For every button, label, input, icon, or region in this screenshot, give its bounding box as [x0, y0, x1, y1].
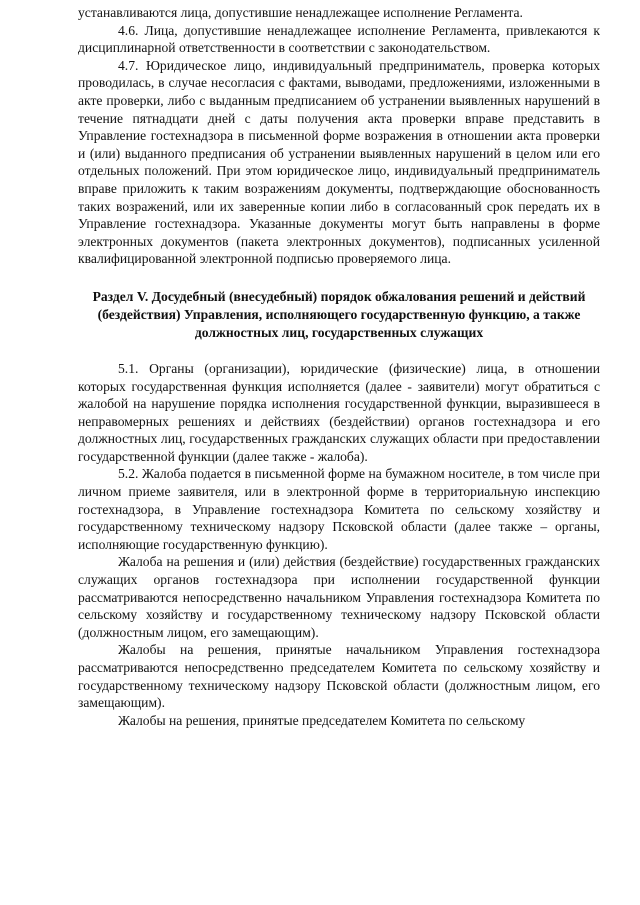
- paragraph-4-7: 4.7. Юридическое лицо, индивидуальный предприниматель, проверка которых проводилась, в случае несогласия с фактами, выводами, предложениями, изложенными в акте проверки, либо с выданным предписанием об устранении выявленных нарушений в течение пятнадцати дней с даты получения акта проверки вправе представить в Управление гостехнадзора в письменной форме возражения в отношении акта проверки и (или) выданного предписания об устранении выявленных нарушений в целом или его отдельных положений. При этом юридическое лицо, индивидуальный предприниматель вправе приложить к таким возражениям документы, подтверждающие обоснованность таких возражений, или их заверенные копии либо в согласованный срок передать их в Управление гостехнадзора. Указанные документы могут быть направлены в форме электронных документов (пакета электронных документов), подписанных усиленной квалифицированной электронной подписью проверяемого лица.: [78, 57, 600, 267]
- paragraph-5-1: 5.1. Органы (организации), юридические (физические) лица, в отношении которых государственная функция исполняется (далее - заявители) могут обратиться с жалобой на нарушение порядка исполнения государственной функции, выразившееся в неправомерных решениях и действиях (бездействии) органов гостехнадзора и его должностных лиц, государственных гражданских служащих области при предоставлении государственной функции (далее также - жалоба).: [78, 360, 600, 464]
- paragraph-4-6: 4.6. Лица, допустившие ненадлежащее исполнение Регламента, привлекаются к дисциплинарной ответственности в соответствии с законодательством.: [78, 22, 600, 56]
- paragraph-5-2: 5.2. Жалоба подается в письменной форме на бумажном носителе, в том числе при личном приеме заявителя, или в электронной форме в территориальную инспекцию гостехнадзора, в Управление гостехнадзора Комитета по сельскому хозяйству и государственному техническому надзору Псковской области (далее также – органы, исполняющие государственную функцию).: [78, 466, 600, 552]
- paragraph-continuation: устанавливаются лица, допустившие ненадлежащее исполнение Регламента.: [78, 5, 523, 20]
- paragraph-complaint-chairman: Жалобы на решения, принятые председателем Комитета по сельскому: [118, 712, 526, 728]
- paragraph-complaint-head: Жалобы на решения, принятые начальником Управления гостехнадзора рассматриваются непосредственно председателем Комитета по сельскому хозяйству и государственному техническому надзору Псковской области (должностным лицом, его замещающим).: [78, 642, 600, 711]
- section-heading: Раздел V. Досудебный (внесудебный) порядок обжалования решений и действий (бездействия) Управления, исполняющего государственную функцию, а также должностных лиц, государственных служащих: [92, 288, 586, 340]
- paragraph-complaint-officials: Жалоба на решения и (или) действия (бездействие) государственных гражданских служащих органов гостехнадзора при исполнении государственной функции рассматриваются непосредственно начальником Управления гостехнадзора Комитета по сельскому хозяйству и государственному техническому надзору Псковской области (должностным лицом, его замещающим).: [78, 554, 600, 640]
